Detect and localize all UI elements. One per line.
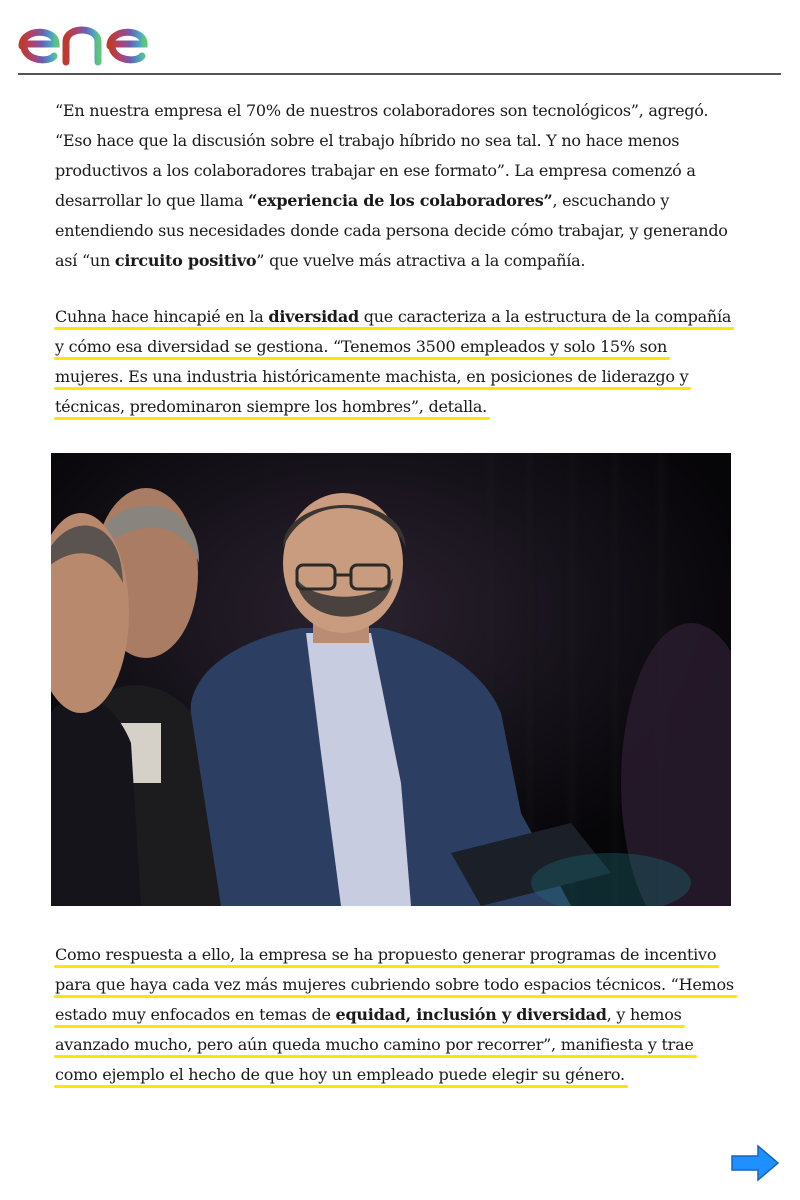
highlight-underline — [54, 1085, 628, 1088]
text-segment: así “un — [55, 251, 115, 270]
speaker-photo — [51, 453, 731, 906]
text-segment: , escuchando y — [552, 191, 670, 210]
highlight-underline — [54, 995, 737, 998]
highlight-underline — [54, 1055, 697, 1058]
paragraph-line — [55, 156, 745, 186]
highlight-underline — [54, 357, 670, 360]
text-segment: , y hemos — [606, 1005, 682, 1024]
highlight-underline — [54, 327, 734, 330]
bold-text: diversidad — [268, 307, 359, 326]
highlight-underline — [54, 387, 691, 390]
paragraph-line — [55, 96, 745, 126]
article-paragraph-1 — [55, 96, 745, 276]
highlight-underline — [54, 1025, 685, 1028]
article-paragraph-3 — [55, 940, 745, 1090]
paragraph-line — [55, 216, 745, 246]
header-divider — [18, 73, 781, 75]
text-segment: que caracteriza a la estructura de la compañía — [358, 307, 732, 326]
bold-text: circuito positivo — [114, 251, 257, 270]
article-paragraph-2 — [55, 302, 745, 422]
text-segment: para que haya cada vez más mujeres cubriendo sobre todo espacios técnicos. “Hemos — [55, 975, 734, 994]
text-segment: técnicas, predominaron siempre los hombres”, detalla. — [55, 397, 487, 416]
paragraph-line — [55, 186, 745, 216]
arrow-right-icon[interactable] — [728, 1143, 782, 1183]
highlight-underline — [54, 965, 719, 968]
text-segment: ” que vuelve más atractiva a la compañía. — [256, 251, 586, 270]
bold-text: equidad, inclusión y diversidad — [335, 1005, 607, 1024]
text-segment: “Eso hace que la discusión sobre el trabajo híbrido no sea tal. Y no hace menos — [55, 131, 680, 150]
text-segment: entendiendo sus necesidades donde cada persona decide cómo trabajar, y generando — [55, 221, 728, 240]
text-segment: Cuhna hace hincapié en la — [55, 307, 269, 326]
text-segment: como ejemplo el hecho de que hoy un empleado puede elegir su género. — [55, 1065, 625, 1084]
text-segment: mujeres. Es una industria históricamente machista, en posiciones de liderazgo y — [55, 367, 689, 386]
enel-logo — [16, 4, 186, 68]
highlight-underline — [54, 417, 490, 420]
bold-text: “experiencia de los colaboradores” — [248, 191, 553, 210]
paragraph-line — [55, 126, 745, 156]
text-segment: avanzado mucho, pero aún queda mucho camino por recorrer”, manifiesta y trae — [55, 1035, 694, 1054]
text-segment: desarrollar lo que llama — [55, 191, 249, 210]
text-segment: estado muy enfocados en temas de — [55, 1005, 336, 1024]
text-segment: Como respuesta a ello, la empresa se ha propuesto generar programas de incentivo — [55, 945, 717, 964]
text-segment: productivos a los colaboradores trabajar en ese formato”. La empresa comenzó a — [55, 161, 696, 180]
text-segment: y cómo esa diversidad se gestiona. “Tenemos 3500 empleados y solo 15% son — [55, 337, 668, 356]
paragraph-line — [55, 246, 745, 276]
text-segment: “En nuestra empresa el 70% de nuestros colaboradores son tecnológicos”, agregó. — [55, 101, 709, 120]
